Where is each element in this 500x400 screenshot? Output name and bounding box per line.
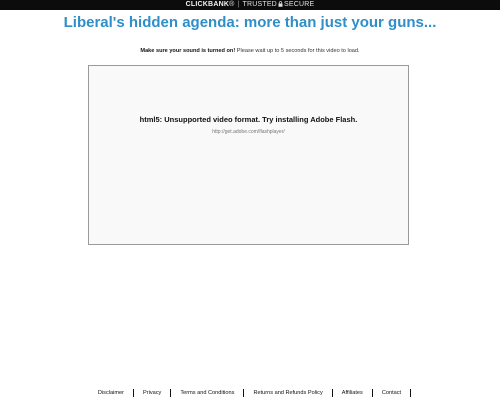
lock-icon — [278, 1, 283, 7]
trademark-symbol: ® — [229, 1, 235, 8]
video-error-message: html5: Unsupported video format. Try installing Adobe Flash. — [139, 115, 358, 124]
footer-divider — [410, 389, 411, 397]
secure-label: SECURE — [283, 1, 315, 8]
page-headline: Liberal's hidden agenda: more than just your guns... — [63, 14, 437, 31]
footer-link-affiliates[interactable]: Affiliates — [341, 390, 363, 396]
flash-download-link[interactable]: http://get.adobe.com/flashplayer/ — [212, 129, 285, 135]
footer-link-contact[interactable]: Contact — [381, 390, 402, 396]
clickbank-trust-bar — [0, 0, 500, 10]
sound-notice — [0, 48, 500, 54]
video-player[interactable] — [88, 65, 409, 245]
footer-link-refunds[interactable]: Returns and Refunds Policy — [253, 390, 323, 396]
sound-notice-bold: Make sure your sound is turned on! — [140, 48, 236, 54]
footer-links — [0, 388, 500, 398]
trust-bar-divider: | — [237, 1, 240, 8]
footer-link-disclaimer[interactable]: Disclaimer — [97, 390, 124, 396]
footer-link-privacy[interactable]: Privacy — [142, 390, 162, 396]
clickbank-logo-text: CLICKBANK — [185, 1, 230, 8]
sound-notice-text: Please wait up to 5 seconds for this video to load. — [235, 48, 360, 54]
trusted-label: TRUSTED — [242, 1, 277, 8]
footer-link-terms[interactable]: Terms and Conditions — [180, 390, 235, 396]
